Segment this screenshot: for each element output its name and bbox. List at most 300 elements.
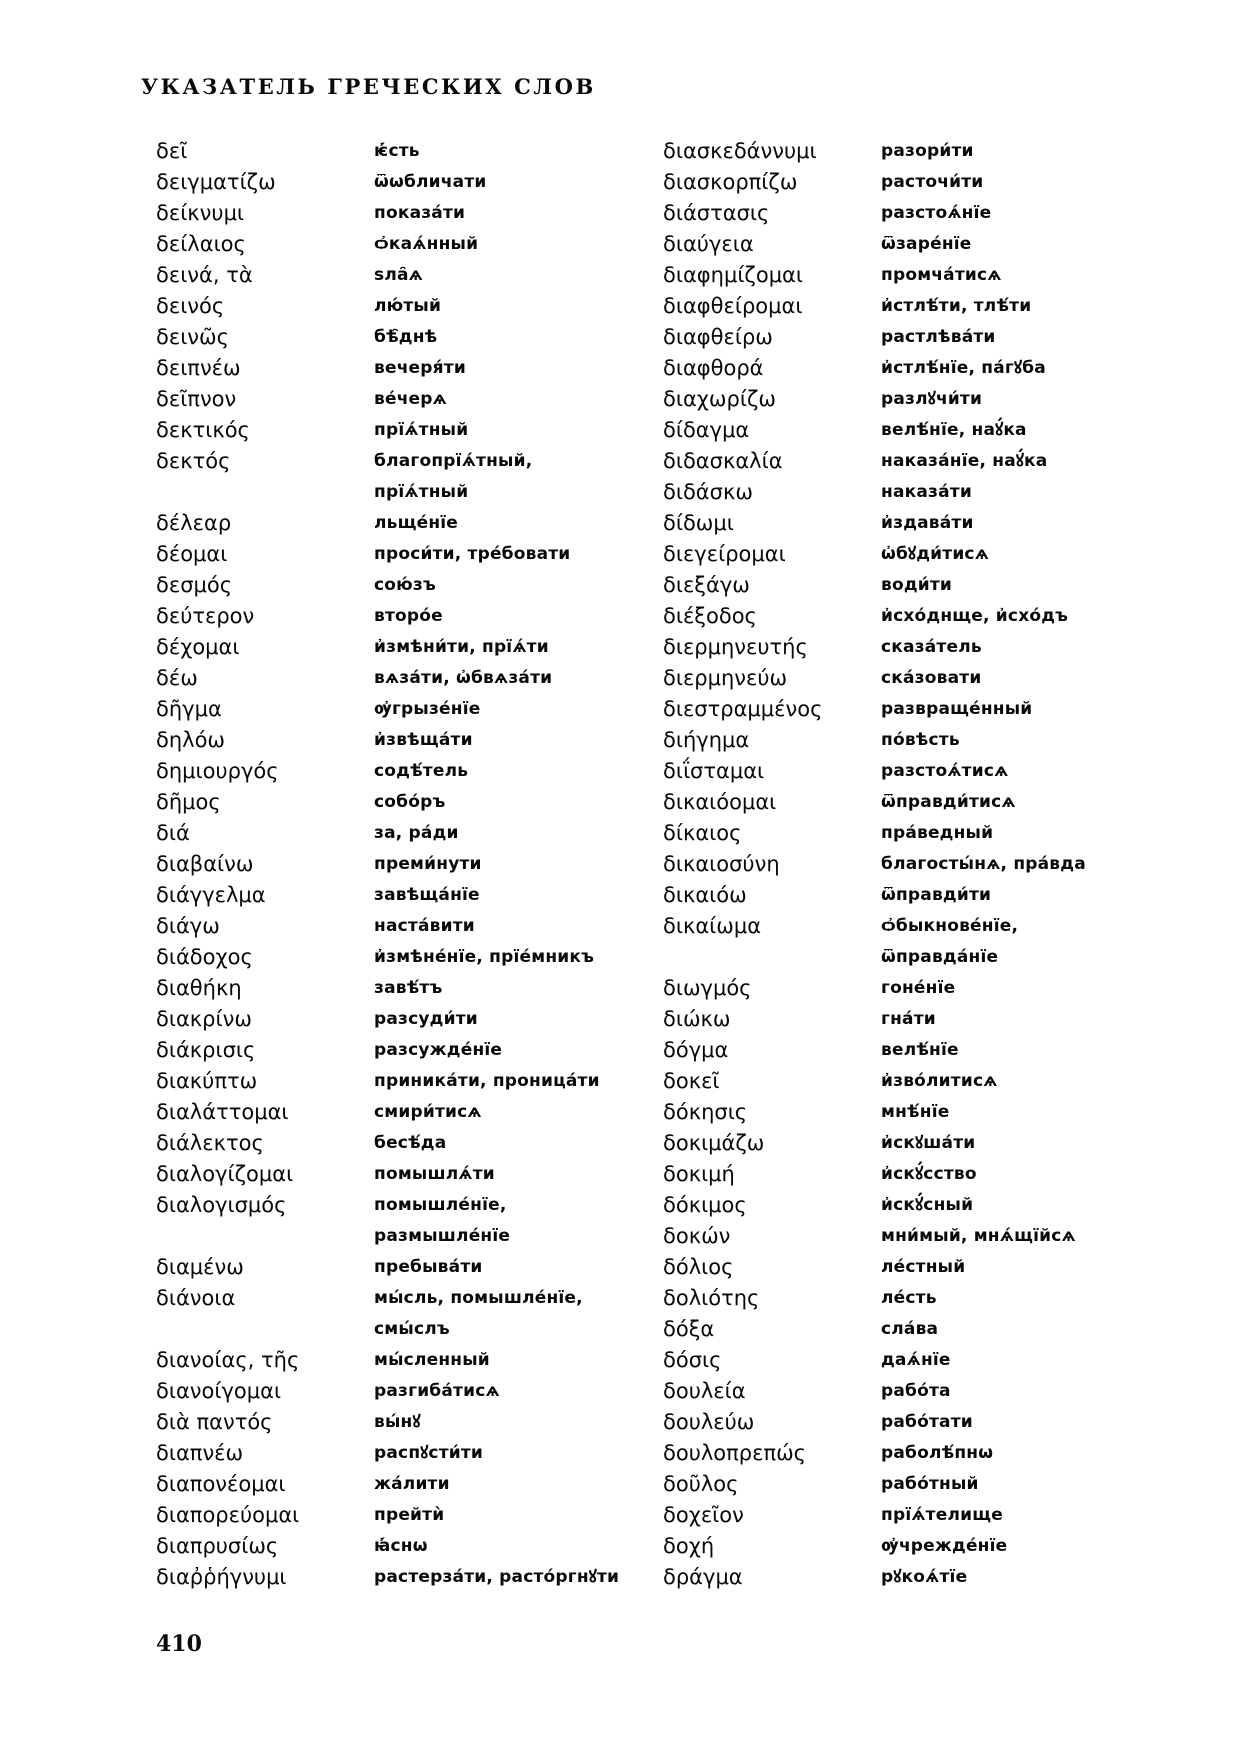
slavonic-equivalent [374,1345,490,1376]
slavonic-line: льще́нїе [374,513,459,533]
slavonic-equivalent [374,1438,483,1469]
slavonic-line: и҆скꙋша́ти [881,1133,976,1153]
slavonic-line: велѣ́нїе [881,1040,959,1060]
slavonic-line: пребыва́ти [374,1257,483,1277]
slavonic-line: ѻ҆каѧ́нный [374,234,479,254]
slavonic-line: растлѣва́ти [881,327,996,347]
slavonic-line: ѿправда́нїе [881,947,999,967]
greek-headword: δολιότης [663,1286,760,1310]
index-entry [663,1128,1183,1159]
greek-headword: δημιουργός [156,759,279,783]
slavonic-line: ѡ҆бꙋди́тисѧ [881,544,990,564]
slavonic-line: приника́ти, проница́ти [374,1071,600,1091]
slavonic-line: второ́е [374,606,443,626]
index-entry [156,756,676,787]
slavonic-equivalent [374,1562,619,1593]
slavonic-line: бѣ̑днѣ [374,327,438,347]
slavonic-equivalent [374,1004,478,1035]
index-entry [156,632,676,663]
slavonic-line: рабо́тати [881,1412,973,1432]
slavonic-line: вы́нꙋ [374,1412,421,1432]
greek-headword: διαλογισμός [156,1193,287,1217]
slavonic-line: наста́вити [374,916,475,936]
slavonic-line: прейтѝ [374,1505,445,1525]
slavonic-line: даѧ́нїе [881,1350,951,1370]
slavonic-line: ска́зовати [881,668,982,688]
slavonic-equivalent [374,415,468,446]
greek-headword: δικαιόω [663,883,747,907]
greek-headword: δοκιμάζω [663,1131,765,1155]
slavonic-equivalent [881,1531,1007,1562]
greek-headword: διανοίγομαι [156,1379,282,1403]
slavonic-equivalent [374,1407,421,1438]
greek-headword: διακύπτω [156,1069,258,1093]
greek-headword: δοκιμή [663,1162,735,1186]
slavonic-line: показа́ти [374,203,466,223]
slavonic-line: помышлѧ́ти [374,1164,495,1184]
greek-headword: διαύγεια [663,232,754,256]
index-entry [156,1562,676,1593]
slavonic-equivalent [881,1345,951,1376]
slavonic-line: содѣ́тель [374,761,469,781]
slavonic-line: и҆скꙋ́сство [881,1164,977,1184]
greek-headword: διεξάγω [663,573,750,597]
slavonic-equivalent [374,849,482,880]
greek-headword: διάγγελμα [156,883,266,907]
index-entry [663,1345,1183,1376]
slavonic-equivalent [881,1221,1076,1252]
slavonic-line: по́вѣсть [881,730,960,750]
index-entry [156,880,676,911]
greek-headword: δέω [156,666,198,690]
slavonic-equivalent [374,601,443,632]
greek-headword: διαλάττομαι [156,1100,289,1124]
slavonic-equivalent [374,1252,482,1283]
slavonic-equivalent [374,973,442,1004]
index-entry [156,1438,676,1469]
slavonic-line: пра́ведный [881,823,994,843]
greek-headword: δεινός [156,294,225,318]
index-entry [663,291,1183,322]
index-entry [156,446,676,508]
index-entry [156,1004,676,1035]
index-entry [156,694,676,725]
slavonic-line: и҆здава́ти [881,513,974,533]
index-entry [156,1283,676,1345]
greek-headword: διὰ παντός [156,1410,273,1434]
slavonic-line: благопрїѧ́тный, [374,451,533,471]
greek-headword: δικαίωμα [663,914,762,938]
slavonic-equivalent [881,198,991,229]
index-entry [663,198,1183,229]
index-entry [663,849,1183,880]
slavonic-line: ѹ҆грызе́нїе [374,699,481,719]
slavonic-line: мнѣ́нїе [881,1102,950,1122]
greek-headword: δικαιοσύνη [663,852,780,876]
greek-headword: διαπρυσίως [156,1534,279,1558]
slavonic-line: мы́сленный [374,1350,490,1370]
slavonic-line: ѹ҆чрежде́нїе [881,1536,1008,1556]
greek-headword: δίδαγμα [663,418,750,442]
slavonic-line: разсуди́ти [374,1009,478,1029]
greek-headword: διαμένω [156,1255,244,1279]
index-entry [156,167,676,198]
greek-headword: δεινά, τὰ [156,263,253,287]
slavonic-equivalent [881,663,981,694]
slavonic-line: наказа́нїе, наꙋ́ка [881,451,1048,471]
index-entry [663,353,1183,384]
slavonic-equivalent [881,353,1046,384]
index-entry [663,1035,1183,1066]
slavonic-equivalent [881,632,982,663]
slavonic-equivalent [374,1066,600,1097]
slavonic-equivalent [881,415,1027,446]
index-column-right [663,136,1183,1593]
greek-headword: διαπονέομαι [156,1472,286,1496]
slavonic-line: ѥ҆́сть [374,141,420,161]
slavonic-equivalent [881,446,1047,477]
slavonic-equivalent [881,818,993,849]
slavonic-line: и҆звѣща́ти [374,730,473,750]
slavonic-line: мни́мый, мнѧ́щїйсѧ [881,1226,1076,1246]
index-entry [156,911,676,942]
index-entry [663,1066,1183,1097]
index-entry [156,260,676,291]
greek-headword: διεγείρομαι [663,542,786,566]
slavonic-equivalent [881,1097,949,1128]
slavonic-equivalent [374,1531,428,1562]
greek-headword: διέξοδος [663,604,757,628]
greek-headword: διεστραμμένος [663,697,823,721]
slavonic-line: разори́ти [881,141,974,161]
slavonic-line: сказа́тель [881,637,982,657]
greek-headword: δόκησις [663,1100,748,1124]
slavonic-equivalent [881,973,955,1004]
greek-headword: δείκνυμι [156,201,245,225]
slavonic-equivalent [881,880,991,911]
slavonic-line: и҆схо́днще, и҆схо́дъ [881,606,1069,626]
slavonic-equivalent [374,663,552,694]
greek-headword: διερμηνευτής [663,635,808,659]
slavonic-equivalent [374,1159,495,1190]
slavonic-line: рꙋкоѧ́тїе [881,1567,968,1587]
greek-headword: δεῖπνον [156,387,237,411]
index-entry [156,942,676,973]
slavonic-equivalent [881,1438,993,1469]
index-entry [156,1066,676,1097]
slavonic-line: прїѧ́телище [881,1505,1003,1525]
slavonic-equivalent [881,508,974,539]
slavonic-equivalent [374,880,480,911]
greek-headword: διωγμός [663,976,752,1000]
slavonic-equivalent [374,818,459,849]
greek-headword: δόκιμος [663,1193,747,1217]
slavonic-line: сла́ва [881,1319,939,1339]
slavonic-line: преми́нути [374,854,482,874]
slavonic-line: раболѣ́пнѡ [881,1443,994,1463]
slavonic-line: бесѣ́да [374,1133,447,1153]
slavonic-line: завѣ́тъ [374,978,443,998]
greek-headword: δοχή [663,1534,715,1558]
index-entry [663,446,1183,477]
greek-headword: δοκεῖ [663,1069,720,1093]
greek-headword: δόλιος [663,1255,734,1279]
greek-headword: δουλεύω [663,1410,755,1434]
slavonic-equivalent [374,446,532,508]
page-number: 410 [156,1631,202,1657]
slavonic-equivalent [374,508,458,539]
slavonic-equivalent [374,539,570,570]
greek-headword: διΐσταμαι [663,759,765,783]
slavonic-line: и҆стлѣ́ти, тлѣ́ти [881,296,1032,316]
slavonic-line: смири́тисѧ [374,1102,482,1122]
index-entry [156,415,676,446]
index-entry [156,384,676,415]
greek-headword: δράγμα [663,1565,743,1589]
index-entry [663,229,1183,260]
slavonic-equivalent [881,1283,937,1314]
greek-headword: δέχομαι [156,635,240,659]
greek-headword: διάστασις [663,201,770,225]
slavonic-equivalent [374,756,468,787]
index-entry [663,1252,1183,1283]
greek-headword: διακρίνω [156,1007,252,1031]
slavonic-line: разстоѧ́тисѧ [881,761,1009,781]
slavonic-equivalent [881,260,1002,291]
slavonic-equivalent [881,787,1016,818]
greek-headword: διασκορπίζω [663,170,798,194]
greek-headword: διά [156,821,190,845]
slavonic-equivalent [374,942,594,973]
slavonic-equivalent [881,601,1068,632]
slavonic-line: и҆змѣни́ти, прїѧ́ти [374,637,549,657]
index-entry [663,1500,1183,1531]
slavonic-equivalent [374,1190,510,1252]
greek-headword: διάκρισις [156,1038,256,1062]
greek-headword: διάγω [156,914,220,938]
index-entry [663,787,1183,818]
index-entry [663,1314,1183,1345]
slavonic-line: вѧза́ти, ѡ҆бвѧза́ти [374,668,553,688]
index-entry [663,1159,1183,1190]
slavonic-line: помышле́нїе, [374,1195,507,1215]
greek-headword: δῆμος [156,790,221,814]
slavonic-equivalent [881,384,982,415]
slavonic-equivalent [881,1376,951,1407]
index-entry [663,1438,1183,1469]
slavonic-equivalent [374,725,473,756]
index-entry [663,260,1183,291]
slavonic-equivalent [881,322,996,353]
index-entry [663,508,1183,539]
index-entry [663,725,1183,756]
slavonic-equivalent [881,136,974,167]
slavonic-line: гоне́нїе [881,978,956,998]
index-entry [156,1345,676,1376]
greek-headword: δέλεαρ [156,511,232,535]
slavonic-equivalent [881,1407,973,1438]
index-entry [663,973,1183,1004]
slavonic-equivalent [374,260,423,291]
slavonic-line: ѿправди́ти [881,885,992,905]
greek-headword: δόγμα [663,1038,729,1062]
greek-headword: δηλόω [156,728,226,752]
index-entry [156,1190,676,1252]
index-entry [156,136,676,167]
slavonic-equivalent [881,1066,998,1097]
index-entry [663,1190,1183,1221]
greek-headword: δόσις [663,1348,722,1372]
index-entry [156,1376,676,1407]
greek-headword: διαφημίζομαι [663,263,804,287]
index-entry [663,1407,1183,1438]
slavonic-equivalent [881,849,1086,880]
slavonic-equivalent [881,1190,973,1221]
slavonic-line: смы́слъ [374,1319,450,1339]
index-entry [663,322,1183,353]
slavonic-line: распꙋсти́ти [374,1443,484,1463]
slavonic-equivalent [374,1097,482,1128]
greek-headword: δεινῶς [156,325,229,349]
index-entry [663,1283,1183,1314]
index-entry [663,694,1183,725]
slavonic-line: благосты́нѧ, пра́вда [881,854,1086,874]
slavonic-line: разгиба́тисѧ [374,1381,500,1401]
greek-headword: διήγημα [663,728,750,752]
index-entry [663,167,1183,198]
greek-headword: δέομαι [156,542,228,566]
slavonic-equivalent [881,1128,975,1159]
index-entry [663,601,1183,632]
slavonic-line: вечеря́ти [374,358,466,378]
slavonic-line: рабо́та [881,1381,951,1401]
slavonic-equivalent [881,725,960,756]
slavonic-equivalent [881,167,983,198]
slavonic-equivalent [881,477,972,508]
index-entry [156,818,676,849]
greek-headword: διαῤῥήγνυμι [156,1565,287,1589]
greek-headword: διανοίας, τῆς [156,1348,300,1372]
slavonic-line: разлꙋчи́ти [881,389,983,409]
slavonic-line: и҆стлѣ́нїе, па́гꙋба [881,358,1046,378]
slavonic-line: ле́сть [881,1288,937,1308]
index-entry [663,1469,1183,1500]
slavonic-equivalent [374,353,466,384]
slavonic-equivalent [374,911,475,942]
greek-headword: δικαιόομαι [663,790,777,814]
greek-headword: δεκτός [156,449,231,473]
index-entry [156,849,676,880]
slavonic-line: расточи́ти [881,172,984,192]
index-entry [156,1500,676,1531]
greek-headword: διαφθορά [663,356,764,380]
slavonic-equivalent [374,1500,444,1531]
slavonic-line: лю́тый [374,296,442,316]
index-entry [663,136,1183,167]
slavonic-line: ве́черѧ [374,389,448,409]
index-entry [156,1469,676,1500]
index-entry [156,1035,676,1066]
slavonic-equivalent [374,229,478,260]
index-entry [156,787,676,818]
slavonic-line: прїѧ́тный [374,482,469,502]
slavonic-equivalent [881,1562,967,1593]
slavonic-equivalent [374,570,436,601]
slavonic-line: ѻ҆быкнове́нїе, [881,916,1019,936]
slavonic-equivalent [881,1252,965,1283]
slavonic-line: ѿзаре́нїе [881,234,972,254]
greek-headword: διαφθείρω [663,325,773,349]
greek-headword: διδάσκω [663,480,753,504]
greek-headword: διδασκαλία [663,449,783,473]
index-entry [663,570,1183,601]
index-entry [156,1407,676,1438]
greek-headword: δουλεία [663,1379,746,1403]
index-entry [663,663,1183,694]
greek-headword: δειγματίζω [156,170,276,194]
slavonic-equivalent [374,167,487,198]
slavonic-line: наказа́ти [881,482,972,502]
slavonic-equivalent [374,1035,502,1066]
slavonic-line: промча́тисѧ [881,265,1002,285]
index-entry [663,477,1183,508]
slavonic-line: собо́ръ [374,792,446,812]
greek-headword: διερμηνεύω [663,666,788,690]
greek-headword: διάλεκτος [156,1131,264,1155]
slavonic-line: размышле́нїе [374,1226,511,1246]
index-entry [156,322,676,353]
slavonic-equivalent [374,632,549,663]
index-entry [156,1128,676,1159]
index-entry [663,1097,1183,1128]
slavonic-line: развраще́нный [881,699,1033,719]
slavonic-line: сою́зъ [374,575,436,595]
slavonic-equivalent [374,1128,446,1159]
index-entry [156,1252,676,1283]
greek-headword: δοχεῖον [663,1503,744,1527]
index-entry [156,570,676,601]
index-entry [663,911,1183,973]
slavonic-equivalent [374,291,441,322]
greek-headword: δείλαιος [156,232,246,256]
index-entry [156,725,676,756]
slavonic-line: проси́ти, тре́бовати [374,544,571,564]
greek-headword: διαπνέω [156,1441,244,1465]
index-entry [663,1562,1183,1593]
slavonic-equivalent [374,198,465,229]
slavonic-equivalent [881,1469,979,1500]
slavonic-equivalent [374,384,447,415]
slavonic-equivalent [881,291,1031,322]
greek-headword: δῆγμα [156,697,222,721]
greek-headword: διαφθείρομαι [663,294,803,318]
index-entry [663,880,1183,911]
slavonic-equivalent [374,1469,450,1500]
greek-headword: δειπνέω [156,356,241,380]
slavonic-line: води́ти [881,575,953,595]
slavonic-equivalent [881,539,989,570]
slavonic-line: разсужде́нїе [374,1040,503,1060]
index-entry [156,353,676,384]
slavonic-equivalent [374,694,480,725]
index-entry [663,415,1183,446]
greek-headword: διαβαίνω [156,852,254,876]
slavonic-equivalent [374,787,445,818]
greek-headword: δοκών [663,1224,731,1248]
slavonic-line: жа́лити [374,1474,450,1494]
index-entry [156,663,676,694]
greek-headword: διάδοχος [156,945,253,969]
